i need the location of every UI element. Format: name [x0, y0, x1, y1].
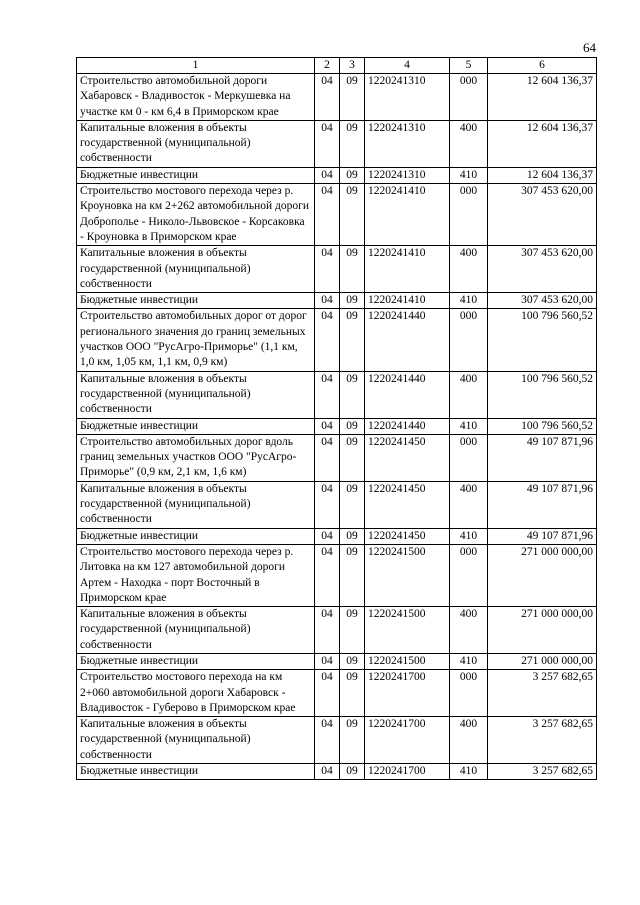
row-subsection: 09: [340, 434, 365, 481]
row-subsection: 09: [340, 246, 365, 293]
row-description: Строительство автомобильных дорог вдоль границ земельных участков ООО "РусАгро-Приморье" (0,9 км, 2,1 км, 1,6 км): [77, 434, 315, 481]
row-amount: 307 453 620,00: [488, 184, 597, 246]
header-row: [77, 58, 597, 74]
table-row: [77, 717, 597, 764]
table-row: [77, 293, 597, 309]
row-section: 04: [315, 371, 340, 418]
table-row: [77, 764, 597, 780]
row-amount: 12 604 136,37: [488, 120, 597, 167]
row-expense-type: 400: [450, 371, 488, 418]
row-target-code: 1220241450: [365, 434, 450, 481]
row-target-code: 1220241310: [365, 74, 450, 121]
budget-table: [76, 57, 597, 780]
row-target-code: 1220241700: [365, 764, 450, 780]
row-target-code: 1220241410: [365, 246, 450, 293]
row-section: 04: [315, 717, 340, 764]
row-description: Строительство мостового перехода на км 2+060 автомобильной дороги Хабаровск - Владивосток - Губерово в Приморском крае: [77, 670, 315, 717]
table-row: [77, 670, 597, 717]
row-subsection: 09: [340, 120, 365, 167]
row-amount: 307 453 620,00: [488, 293, 597, 309]
row-expense-type: 000: [450, 74, 488, 121]
row-expense-type: 400: [450, 120, 488, 167]
row-subsection: 09: [340, 670, 365, 717]
row-amount: 3 257 682,65: [488, 764, 597, 780]
row-subsection: 09: [340, 418, 365, 434]
row-subsection: 09: [340, 764, 365, 780]
row-amount: 271 000 000,00: [488, 653, 597, 669]
row-expense-type: 000: [450, 434, 488, 481]
row-description: Строительство автомобильных дорог от дорог регионального значения до границ земельных участков ООО "РусАгро-Приморье" (1,1 км, 1,0 км, 1,05 км, 1,1 км, 0,9 км): [77, 309, 315, 371]
row-amount: 12 604 136,37: [488, 74, 597, 121]
row-section: 04: [315, 764, 340, 780]
row-description: Бюджетные инвестиции: [77, 418, 315, 434]
table-row: [77, 120, 597, 167]
row-description: Капитальные вложения в объекты государственной (муниципальной) собственности: [77, 120, 315, 167]
table-row: [77, 544, 597, 606]
row-description: Бюджетные инвестиции: [77, 764, 315, 780]
row-amount: 271 000 000,00: [488, 544, 597, 606]
table-row: [77, 481, 597, 528]
row-target-code: 1220241310: [365, 120, 450, 167]
row-target-code: 1220241450: [365, 481, 450, 528]
table-row: [77, 434, 597, 481]
row-amount: 3 257 682,65: [488, 670, 597, 717]
row-expense-type: 400: [450, 717, 488, 764]
table-row: [77, 184, 597, 246]
row-section: 04: [315, 309, 340, 371]
row-amount: 49 107 871,96: [488, 481, 597, 528]
row-description: Бюджетные инвестиции: [77, 528, 315, 544]
table-row: [77, 528, 597, 544]
row-expense-type: 410: [450, 418, 488, 434]
row-description: Строительство мостового перехода через р. Кроуновка на км 2+262 автомобильной дороги Доброполье - Николо-Львовское - Корсаковка - Кроуновка в Приморском крае: [77, 184, 315, 246]
row-target-code: 1220241410: [365, 184, 450, 246]
row-amount: 3 257 682,65: [488, 717, 597, 764]
row-target-code: 1220241310: [365, 167, 450, 183]
row-expense-type: 000: [450, 544, 488, 606]
table-row: [77, 653, 597, 669]
row-amount: 100 796 560,52: [488, 309, 597, 371]
row-amount: 100 796 560,52: [488, 371, 597, 418]
row-section: 04: [315, 528, 340, 544]
table-row: [77, 74, 597, 121]
table-row: [77, 418, 597, 434]
table-row: [77, 309, 597, 371]
header-cell: 6: [488, 58, 597, 74]
header-cell: 1: [77, 58, 315, 74]
row-section: 04: [315, 481, 340, 528]
row-target-code: 1220241700: [365, 717, 450, 764]
row-section: 04: [315, 434, 340, 481]
header-cell: 2: [315, 58, 340, 74]
header-cell: 3: [340, 58, 365, 74]
row-target-code: 1220241410: [365, 293, 450, 309]
table-row: [77, 167, 597, 183]
row-expense-type: 400: [450, 246, 488, 293]
row-description: Капитальные вложения в объекты государственной (муниципальной) собственности: [77, 717, 315, 764]
row-subsection: 09: [340, 371, 365, 418]
row-amount: 100 796 560,52: [488, 418, 597, 434]
row-target-code: 1220241500: [365, 607, 450, 654]
row-section: 04: [315, 653, 340, 669]
row-target-code: 1220241440: [365, 309, 450, 371]
header-cell: 5: [450, 58, 488, 74]
row-expense-type: 410: [450, 167, 488, 183]
row-expense-type: 410: [450, 764, 488, 780]
row-section: 04: [315, 418, 340, 434]
row-section: 04: [315, 293, 340, 309]
row-target-code: 1220241700: [365, 670, 450, 717]
row-expense-type: 400: [450, 481, 488, 528]
row-section: 04: [315, 670, 340, 717]
row-expense-type: 410: [450, 653, 488, 669]
row-section: 04: [315, 167, 340, 183]
row-section: 04: [315, 607, 340, 654]
row-subsection: 09: [340, 184, 365, 246]
row-description: Бюджетные инвестиции: [77, 653, 315, 669]
row-target-code: 1220241450: [365, 528, 450, 544]
row-target-code: 1220241500: [365, 653, 450, 669]
row-expense-type: 000: [450, 309, 488, 371]
table-row: [77, 246, 597, 293]
header-cell: 4: [365, 58, 450, 74]
row-subsection: 09: [340, 309, 365, 371]
row-amount: 12 604 136,37: [488, 167, 597, 183]
row-expense-type: 000: [450, 184, 488, 246]
row-expense-type: 400: [450, 607, 488, 654]
page-number: 64: [583, 40, 596, 55]
row-target-code: 1220241500: [365, 544, 450, 606]
row-description: Строительство мостового перехода через р. Литовка на км 127 автомобильной дороги Артем - Находка - порт Восточный в Приморском крае: [77, 544, 315, 606]
row-description: Капитальные вложения в объекты государственной (муниципальной) собственности: [77, 607, 315, 654]
row-subsection: 09: [340, 74, 365, 121]
table-row: [77, 607, 597, 654]
row-subsection: 09: [340, 167, 365, 183]
row-subsection: 09: [340, 481, 365, 528]
row-subsection: 09: [340, 717, 365, 764]
row-description: Бюджетные инвестиции: [77, 293, 315, 309]
row-expense-type: 410: [450, 528, 488, 544]
row-subsection: 09: [340, 607, 365, 654]
row-description: Капитальные вложения в объекты государственной (муниципальной) собственности: [77, 371, 315, 418]
row-section: 04: [315, 184, 340, 246]
row-subsection: 09: [340, 293, 365, 309]
row-amount: 49 107 871,96: [488, 434, 597, 481]
row-section: 04: [315, 74, 340, 121]
row-amount: 271 000 000,00: [488, 607, 597, 654]
row-section: 04: [315, 120, 340, 167]
row-target-code: 1220241440: [365, 418, 450, 434]
row-amount: 49 107 871,96: [488, 528, 597, 544]
row-target-code: 1220241440: [365, 371, 450, 418]
table-row: [77, 371, 597, 418]
row-description: Строительство автомобильной дороги Хабаровск - Владивосток - Меркушевка на участке км 0 - км 6,4 в Приморском крае: [77, 74, 315, 121]
row-subsection: 09: [340, 653, 365, 669]
row-expense-type: 000: [450, 670, 488, 717]
row-expense-type: 410: [450, 293, 488, 309]
row-description: Капитальные вложения в объекты государственной (муниципальной) собственности: [77, 246, 315, 293]
row-subsection: 09: [340, 528, 365, 544]
row-amount: 307 453 620,00: [488, 246, 597, 293]
row-section: 04: [315, 246, 340, 293]
row-description: Бюджетные инвестиции: [77, 167, 315, 183]
row-description: Капитальные вложения в объекты государственной (муниципальной) собственности: [77, 481, 315, 528]
row-subsection: 09: [340, 544, 365, 606]
row-section: 04: [315, 544, 340, 606]
